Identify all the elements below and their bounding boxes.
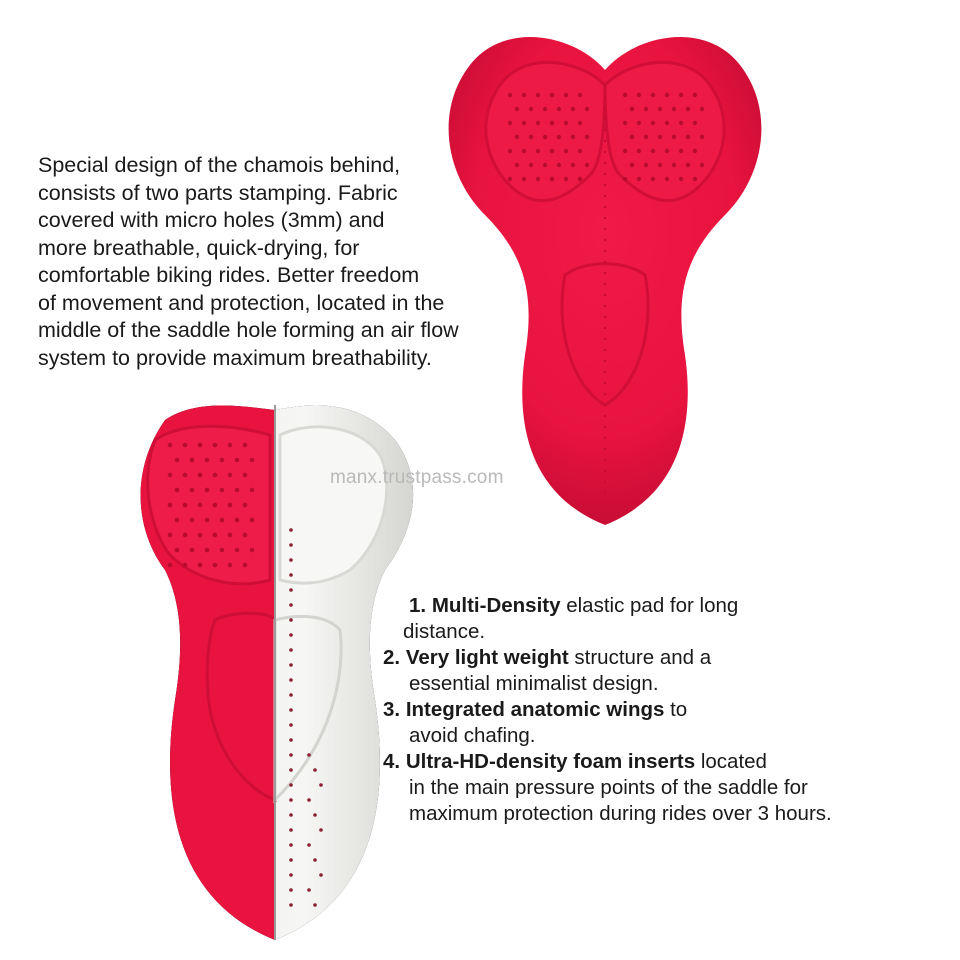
perforation-hole	[672, 135, 676, 139]
feature-item	[383, 645, 943, 697]
perforation-hole	[623, 93, 627, 97]
perforation-hole	[543, 135, 547, 139]
feature-number: 2.	[383, 646, 401, 669]
perforation-hole	[319, 828, 323, 832]
perforation-hole	[686, 107, 690, 111]
perforation-hole	[190, 458, 195, 463]
perforation-hole	[183, 473, 188, 478]
perforation-hole	[175, 488, 180, 493]
perforation-hole	[578, 93, 582, 97]
perforation-hole	[289, 888, 293, 892]
perforation-hole	[693, 93, 697, 97]
perforation-hole	[564, 93, 568, 97]
perforation-hole	[198, 533, 203, 538]
feature-continuation: maximum protection during rides over 3 hours.	[409, 802, 832, 825]
perforation-hole	[190, 548, 195, 553]
perforation-hole	[319, 783, 323, 787]
perforation-hole	[289, 723, 293, 727]
perforation-hole	[289, 738, 293, 742]
perforation-hole	[557, 135, 561, 139]
perforation-hole	[637, 177, 641, 181]
perforation-hole	[289, 903, 293, 907]
perforation-hole	[550, 93, 554, 97]
feature-item	[383, 749, 943, 827]
perforation-hole	[700, 107, 704, 111]
perforation-hole	[672, 163, 676, 167]
perforation-hole	[307, 888, 311, 892]
perforation-hole	[630, 135, 634, 139]
perforation-hole	[289, 813, 293, 817]
perforation-hole	[289, 873, 293, 877]
perforation-hole	[243, 443, 248, 448]
intro-line: comfortable biking rides. Better freedom	[38, 263, 420, 287]
perforation-hole	[307, 798, 311, 802]
feature-bold: Very light weight	[405, 646, 569, 669]
perforation-hole	[289, 648, 293, 652]
perforation-hole	[529, 107, 533, 111]
perforation-hole	[307, 753, 311, 757]
feature-text: structure and a	[568, 646, 712, 669]
perforation-hole	[557, 107, 561, 111]
perforation-hole	[198, 503, 203, 508]
perforation-hole	[564, 177, 568, 181]
perforation-hole	[313, 903, 317, 907]
feature-text: to	[664, 698, 688, 721]
perforation-hole	[183, 503, 188, 508]
perforation-hole	[289, 603, 293, 607]
perforation-hole	[536, 93, 540, 97]
perforation-hole	[585, 163, 589, 167]
perforation-hole	[630, 163, 634, 167]
intro-line: of movement and protection, located in the	[38, 290, 445, 315]
perforation-hole	[190, 518, 195, 523]
perforation-hole	[585, 135, 589, 139]
perforation-hole	[693, 149, 697, 153]
perforation-hole	[235, 548, 240, 553]
perforation-hole	[623, 149, 627, 153]
feature-list	[383, 593, 943, 827]
watermark-text: manx.trustpass.com	[330, 467, 504, 488]
perforation-hole	[213, 563, 218, 568]
perforation-hole	[515, 135, 519, 139]
perforation-hole	[289, 828, 293, 832]
perforation-hole	[289, 633, 293, 637]
perforation-hole	[693, 177, 697, 181]
perforation-hole	[651, 177, 655, 181]
perforation-hole	[313, 768, 317, 772]
intro-line: more breathable, quick-drying, for	[38, 235, 360, 260]
perforation-hole	[665, 149, 669, 153]
perforation-hole	[686, 163, 690, 167]
perforation-hole	[319, 873, 323, 877]
perforation-hole	[243, 533, 248, 538]
feature-number: 1.	[409, 594, 427, 617]
perforation-hole	[679, 177, 683, 181]
perforation-hole	[623, 177, 627, 181]
perforation-hole	[686, 135, 690, 139]
feature-continuation: in the main pressure points of the saddle for	[409, 776, 808, 799]
perforation-hole	[289, 663, 293, 667]
perforation-hole	[289, 783, 293, 787]
intro-line: Special design of the chamois behind,	[38, 153, 401, 177]
perforation-hole	[313, 813, 317, 817]
perforation-hole	[665, 121, 669, 125]
perforation-hole	[658, 107, 662, 111]
perforation-hole	[679, 149, 683, 153]
feature-number: 3.	[383, 698, 401, 721]
perforation-hole	[585, 107, 589, 111]
perforation-hole	[168, 503, 173, 508]
perforation-hole	[228, 473, 233, 478]
perforation-hole	[250, 518, 255, 523]
feature-text: located	[695, 750, 767, 773]
perforation-hole	[644, 107, 648, 111]
perforation-hole	[289, 573, 293, 577]
perforation-hole	[175, 548, 180, 553]
intro-line: consists of two parts stamping. Fabric	[38, 180, 398, 205]
perforation-hole	[658, 135, 662, 139]
feature-text: elastic pad for long	[560, 594, 739, 617]
perforation-hole	[228, 443, 233, 448]
perforation-hole	[550, 149, 554, 153]
perforation-hole	[630, 107, 634, 111]
perforation-hole	[679, 121, 683, 125]
perforation-hole	[693, 121, 697, 125]
intro-paragraph	[38, 152, 538, 372]
perforation-hole	[198, 563, 203, 568]
perforation-hole	[700, 135, 704, 139]
perforation-hole	[168, 443, 173, 448]
perforation-hole	[644, 163, 648, 167]
perforation-hole	[205, 548, 210, 553]
perforation-hole	[183, 563, 188, 568]
perforation-hole	[228, 533, 233, 538]
perforation-hole	[508, 93, 512, 97]
intro-line: covered with micro holes (3mm) and	[38, 208, 385, 232]
perforation-hole	[557, 163, 561, 167]
feature-number: 4.	[383, 750, 401, 773]
perforation-hole	[183, 443, 188, 448]
perforation-hole	[571, 135, 575, 139]
feature-bold: Integrated anatomic wings	[405, 698, 665, 721]
perforation-hole	[235, 458, 240, 463]
perforation-hole	[235, 488, 240, 493]
perforation-hole	[289, 693, 293, 697]
perforation-hole	[508, 121, 512, 125]
perforation-hole	[651, 121, 655, 125]
perforation-hole	[644, 135, 648, 139]
perforation-hole	[543, 107, 547, 111]
perforation-hole	[289, 858, 293, 862]
perforation-hole	[564, 121, 568, 125]
perforation-hole	[289, 558, 293, 562]
perforation-hole	[665, 177, 669, 181]
feature-continuation: distance.	[403, 620, 486, 643]
perforation-hole	[289, 543, 293, 547]
perforation-hole	[250, 548, 255, 553]
perforation-hole	[220, 458, 225, 463]
perforation-hole	[571, 107, 575, 111]
perforation-hole	[198, 473, 203, 478]
perforation-hole	[243, 563, 248, 568]
perforation-hole	[289, 843, 293, 847]
perforation-hole	[578, 149, 582, 153]
intro-line: middle of the saddle hole forming an air flow	[38, 318, 459, 342]
perforation-hole	[220, 548, 225, 553]
perforation-hole	[623, 121, 627, 125]
perforation-hole	[578, 121, 582, 125]
perforation-hole	[289, 768, 293, 772]
perforation-hole	[289, 618, 293, 622]
perforation-hole	[183, 533, 188, 538]
perforation-hole	[571, 163, 575, 167]
perforation-hole	[220, 488, 225, 493]
perforation-hole	[700, 163, 704, 167]
perforation-hole	[228, 563, 233, 568]
perforation-hole	[550, 121, 554, 125]
perforation-hole	[205, 518, 210, 523]
perforation-hole	[536, 121, 540, 125]
perforation-hole	[213, 473, 218, 478]
perforation-hole	[313, 858, 317, 862]
perforation-hole	[198, 443, 203, 448]
perforation-hole	[168, 563, 173, 568]
perforation-hole	[213, 503, 218, 508]
perforation-hole	[651, 149, 655, 153]
perforation-hole	[651, 93, 655, 97]
perforation-hole	[679, 93, 683, 97]
perforation-hole	[289, 528, 293, 532]
perforation-hole	[578, 177, 582, 181]
perforation-hole	[289, 798, 293, 802]
intro-line: system to provide maximum breathability.	[38, 345, 432, 370]
perforation-hole	[243, 473, 248, 478]
perforation-hole	[543, 163, 547, 167]
perforation-hole	[289, 678, 293, 682]
perforation-hole	[658, 163, 662, 167]
perforation-hole	[250, 488, 255, 493]
perforation-hole	[250, 458, 255, 463]
perforation-hole	[637, 93, 641, 97]
perforation-hole	[175, 518, 180, 523]
feature-continuation: avoid chafing.	[409, 724, 536, 747]
perforation-hole	[289, 588, 293, 592]
feature-item	[383, 593, 943, 645]
perforation-hole	[672, 107, 676, 111]
feature-bold: Multi-Density	[431, 594, 561, 617]
perforation-hole	[289, 753, 293, 757]
perforation-hole	[175, 458, 180, 463]
perforation-hole	[289, 708, 293, 712]
perforation-hole	[522, 121, 526, 125]
perforation-hole	[205, 488, 210, 493]
perforation-hole	[307, 843, 311, 847]
feature-item	[383, 697, 943, 749]
feature-bold: Ultra-HD-density foam inserts	[405, 750, 696, 773]
perforation-hole	[213, 533, 218, 538]
perforation-hole	[564, 149, 568, 153]
perforation-hole	[168, 533, 173, 538]
perforation-hole	[243, 503, 248, 508]
perforation-hole	[515, 107, 519, 111]
perforation-hole	[529, 135, 533, 139]
perforation-hole	[637, 149, 641, 153]
perforation-hole	[665, 93, 669, 97]
feature-continuation: essential minimalist design.	[409, 672, 659, 695]
perforation-hole	[228, 503, 233, 508]
perforation-hole	[220, 518, 225, 523]
perforation-hole	[190, 488, 195, 493]
perforation-hole	[637, 121, 641, 125]
perforation-hole	[168, 473, 173, 478]
perforation-hole	[235, 518, 240, 523]
perforation-hole	[213, 443, 218, 448]
perforation-hole	[550, 177, 554, 181]
perforation-hole	[522, 93, 526, 97]
perforation-hole	[205, 458, 210, 463]
